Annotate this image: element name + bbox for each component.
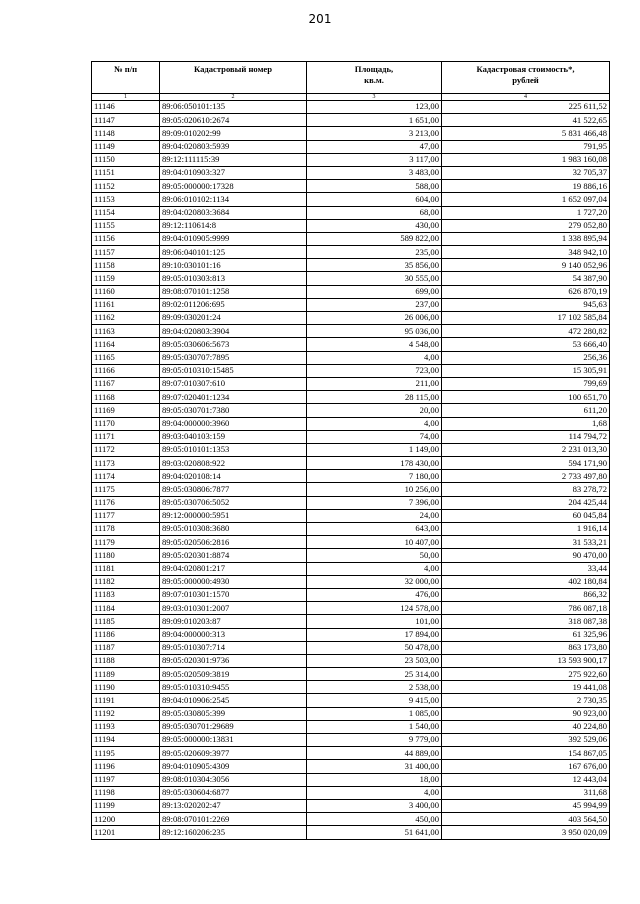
cell-cadastral-value: 866,32 <box>442 588 610 601</box>
table-row <box>92 720 610 733</box>
cell-row-number: 11160 <box>92 285 160 298</box>
table-row <box>92 483 610 496</box>
cell-cadastral-number: 89:08:010304:3056 <box>160 773 307 786</box>
table-row <box>92 272 610 285</box>
cell-cadastral-value: 1 983 160,08 <box>442 153 610 166</box>
table-row <box>92 285 610 298</box>
table-row <box>92 153 610 166</box>
cell-area: 4,00 <box>307 562 442 575</box>
cell-row-number: 11176 <box>92 496 160 509</box>
table-row <box>92 654 610 667</box>
cell-area: 235,00 <box>307 246 442 259</box>
cell-row-number: 11156 <box>92 232 160 245</box>
cell-area: 7 180,00 <box>307 470 442 483</box>
cell-cadastral-value: 1 652 097,04 <box>442 193 610 206</box>
cell-area: 4,00 <box>307 417 442 430</box>
cell-cadastral-number: 89:05:000000:4930 <box>160 575 307 588</box>
cell-area: 95 036,00 <box>307 325 442 338</box>
cell-row-number: 11171 <box>92 430 160 443</box>
cell-cadastral-value: 53 666,40 <box>442 338 610 351</box>
table-row <box>92 523 610 536</box>
cell-cadastral-value: 2 730,35 <box>442 694 610 707</box>
cell-cadastral-number: 89:04:000000:3960 <box>160 417 307 430</box>
cell-cadastral-number: 89:06:010102:1134 <box>160 193 307 206</box>
table-row <box>92 496 610 509</box>
cell-cadastral-number: 89:05:010307:714 <box>160 641 307 654</box>
cell-cadastral-value: 154 867,05 <box>442 747 610 760</box>
table-row <box>92 799 610 812</box>
table-row <box>92 615 610 628</box>
cell-cadastral-value: 12 443,04 <box>442 773 610 786</box>
cell-area: 3 117,00 <box>307 153 442 166</box>
cell-cadastral-value: 33,44 <box>442 562 610 575</box>
cell-row-number: 11154 <box>92 206 160 219</box>
cell-area: 723,00 <box>307 364 442 377</box>
header-cadastral-value: Кадастровая стоимость*, рублей <box>442 62 610 94</box>
cell-cadastral-number: 89:04:010905:9999 <box>160 232 307 245</box>
cell-cadastral-number: 89:05:030805:399 <box>160 707 307 720</box>
cell-cadastral-value: 60 045,84 <box>442 509 610 522</box>
cell-cadastral-value: 1,68 <box>442 417 610 430</box>
cell-cadastral-number: 89:04:000000:313 <box>160 628 307 641</box>
cell-row-number: 11191 <box>92 694 160 707</box>
cell-cadastral-number: 89:05:030701:7380 <box>160 404 307 417</box>
cell-cadastral-number: 89:10:030101:16 <box>160 259 307 272</box>
cell-cadastral-number: 89:12:110614:8 <box>160 219 307 232</box>
table-row <box>92 338 610 351</box>
cell-area: 4,00 <box>307 351 442 364</box>
table-row <box>92 786 610 799</box>
cell-cadastral-value: 1 338 895,94 <box>442 232 610 245</box>
cell-area: 74,00 <box>307 430 442 443</box>
cell-area: 3 213,00 <box>307 127 442 140</box>
cell-cadastral-number: 89:07:010307:610 <box>160 377 307 390</box>
cell-cadastral-number: 89:09:030201:24 <box>160 312 307 325</box>
cell-row-number: 11162 <box>92 312 160 325</box>
cell-cadastral-value: 15 305,91 <box>442 364 610 377</box>
cell-area: 24,00 <box>307 509 442 522</box>
cell-area: 3 400,00 <box>307 799 442 812</box>
cell-row-number: 11192 <box>92 707 160 720</box>
table-row <box>92 681 610 694</box>
table-header-row <box>92 62 610 94</box>
cell-cadastral-number: 89:13:020202:47 <box>160 799 307 812</box>
cell-area: 17 894,00 <box>307 628 442 641</box>
table-row <box>92 509 610 522</box>
cell-cadastral-value: 17 102 585,84 <box>442 312 610 325</box>
cell-row-number: 11181 <box>92 562 160 575</box>
cell-cadastral-number: 89:05:030706:5052 <box>160 496 307 509</box>
table-row <box>92 351 610 364</box>
cell-row-number: 11189 <box>92 668 160 681</box>
cell-area: 51 641,00 <box>307 826 442 839</box>
cell-row-number: 11158 <box>92 259 160 272</box>
cell-cadastral-value: 9 140 052,96 <box>442 259 610 272</box>
cell-row-number: 11157 <box>92 246 160 259</box>
table-row <box>92 391 610 404</box>
table-row <box>92 760 610 773</box>
cell-row-number: 11172 <box>92 443 160 456</box>
table-row <box>92 127 610 140</box>
cell-cadastral-number: 89:05:020609:3977 <box>160 747 307 760</box>
cell-cadastral-value: 945,63 <box>442 298 610 311</box>
cell-area: 32 000,00 <box>307 575 442 588</box>
cell-cadastral-number: 89:05:000000:13831 <box>160 734 307 747</box>
column-number: 3 <box>307 94 442 101</box>
cell-row-number: 11175 <box>92 483 160 496</box>
table-row <box>92 549 610 562</box>
cell-cadastral-number: 89:03:010301:2007 <box>160 602 307 615</box>
table-row <box>92 628 610 641</box>
cell-cadastral-number: 89:12:111115:39 <box>160 153 307 166</box>
table-row <box>92 813 610 826</box>
table-row <box>92 747 610 760</box>
cell-row-number: 11147 <box>92 114 160 127</box>
table-row <box>92 707 610 720</box>
cell-area: 18,00 <box>307 773 442 786</box>
cell-cadastral-number: 89:04:020801:217 <box>160 562 307 575</box>
cell-row-number: 11178 <box>92 523 160 536</box>
cell-cadastral-value: 41 522,65 <box>442 114 610 127</box>
cell-cadastral-value: 594 171,90 <box>442 457 610 470</box>
cell-cadastral-number: 89:05:010303:813 <box>160 272 307 285</box>
cell-area: 4,00 <box>307 786 442 799</box>
cell-cadastral-value: 61 325,96 <box>442 628 610 641</box>
table-row <box>92 101 610 114</box>
cadastral-value-table <box>91 61 610 840</box>
cell-cadastral-number: 89:12:000000:5951 <box>160 509 307 522</box>
cell-cadastral-number: 89:03:040103:159 <box>160 430 307 443</box>
cell-area: 123,00 <box>307 101 442 114</box>
cell-row-number: 11197 <box>92 773 160 786</box>
cell-area: 1 149,00 <box>307 443 442 456</box>
cell-row-number: 11164 <box>92 338 160 351</box>
cell-cadastral-value: 392 529,06 <box>442 734 610 747</box>
table-row <box>92 364 610 377</box>
cell-row-number: 11182 <box>92 575 160 588</box>
cell-row-number: 11200 <box>92 813 160 826</box>
cell-area: 68,00 <box>307 206 442 219</box>
cell-row-number: 11152 <box>92 180 160 193</box>
cell-cadastral-value: 863 173,80 <box>442 641 610 654</box>
cell-area: 10 256,00 <box>307 483 442 496</box>
table-row <box>92 575 610 588</box>
cell-area: 588,00 <box>307 180 442 193</box>
table-row <box>92 470 610 483</box>
cell-row-number: 11199 <box>92 799 160 812</box>
cell-cadastral-value: 791,95 <box>442 140 610 153</box>
table-row <box>92 206 610 219</box>
cell-row-number: 11193 <box>92 720 160 733</box>
cell-cadastral-value: 167 676,00 <box>442 760 610 773</box>
cell-area: 124 578,00 <box>307 602 442 615</box>
table-body <box>92 101 610 840</box>
cell-cadastral-number: 89:05:020506:2816 <box>160 536 307 549</box>
cell-cadastral-value: 1 916,14 <box>442 523 610 536</box>
cell-row-number: 11150 <box>92 153 160 166</box>
cell-cadastral-value: 90 470,00 <box>442 549 610 562</box>
cell-area: 44 889,00 <box>307 747 442 760</box>
cell-row-number: 11148 <box>92 127 160 140</box>
table-row <box>92 377 610 390</box>
table-row <box>92 246 610 259</box>
cell-row-number: 11161 <box>92 298 160 311</box>
table-row <box>92 734 610 747</box>
column-numbers-row <box>92 94 610 101</box>
cell-cadastral-number: 89:08:070101:2269 <box>160 813 307 826</box>
cell-row-number: 11149 <box>92 140 160 153</box>
cell-cadastral-value: 83 278,72 <box>442 483 610 496</box>
cell-cadastral-value: 225 611,52 <box>442 101 610 114</box>
cell-row-number: 11170 <box>92 417 160 430</box>
cell-cadastral-value: 1 727,20 <box>442 206 610 219</box>
cell-cadastral-number: 89:05:010308:3680 <box>160 523 307 536</box>
header-cadastral-number: Кадастровый номер <box>160 62 307 94</box>
cell-cadastral-value: 256,36 <box>442 351 610 364</box>
cell-cadastral-number: 89:05:020610:2674 <box>160 114 307 127</box>
cell-area: 7 396,00 <box>307 496 442 509</box>
table-row <box>92 457 610 470</box>
cell-cadastral-value: 45 994,99 <box>442 799 610 812</box>
cell-row-number: 11201 <box>92 826 160 839</box>
cell-cadastral-number: 89:05:020509:3819 <box>160 668 307 681</box>
table-row <box>92 602 610 615</box>
cell-area: 25 314,00 <box>307 668 442 681</box>
cell-cadastral-value: 311,68 <box>442 786 610 799</box>
cell-row-number: 11174 <box>92 470 160 483</box>
cell-cadastral-number: 89:04:010906:2545 <box>160 694 307 707</box>
cell-cadastral-value: 19 441,08 <box>442 681 610 694</box>
cell-cadastral-value: 403 564,50 <box>442 813 610 826</box>
cell-cadastral-number: 89:04:020803:5939 <box>160 140 307 153</box>
cell-cadastral-value: 2 231 013,30 <box>442 443 610 456</box>
cell-area: 30 555,00 <box>307 272 442 285</box>
table-row <box>92 562 610 575</box>
cell-area: 178 430,00 <box>307 457 442 470</box>
cell-area: 35 856,00 <box>307 259 442 272</box>
cell-area: 4 548,00 <box>307 338 442 351</box>
cell-cadastral-number: 89:12:160206:235 <box>160 826 307 839</box>
table-row <box>92 443 610 456</box>
cell-cadastral-number: 89:06:050101:135 <box>160 101 307 114</box>
cell-cadastral-number: 89:09:010203:87 <box>160 615 307 628</box>
cell-cadastral-number: 89:05:020301:9736 <box>160 654 307 667</box>
cell-cadastral-value: 318 087,38 <box>442 615 610 628</box>
cell-cadastral-number: 89:04:010905:4309 <box>160 760 307 773</box>
cell-row-number: 11186 <box>92 628 160 641</box>
cell-cadastral-value: 19 886,16 <box>442 180 610 193</box>
cell-cadastral-value: 204 425,44 <box>442 496 610 509</box>
cell-row-number: 11187 <box>92 641 160 654</box>
column-number: 2 <box>160 94 307 101</box>
cell-area: 23 503,00 <box>307 654 442 667</box>
table-row <box>92 259 610 272</box>
page-number: 201 <box>308 12 332 26</box>
cell-cadastral-number: 89:05:030606:5673 <box>160 338 307 351</box>
cell-row-number: 11179 <box>92 536 160 549</box>
cell-cadastral-number: 89:05:030701:29689 <box>160 720 307 733</box>
cell-area: 2 538,00 <box>307 681 442 694</box>
table-row <box>92 536 610 549</box>
cell-cadastral-value: 786 087,18 <box>442 602 610 615</box>
cell-row-number: 11177 <box>92 509 160 522</box>
table-row <box>92 114 610 127</box>
table-row <box>92 180 610 193</box>
cell-row-number: 11165 <box>92 351 160 364</box>
cell-area: 10 407,00 <box>307 536 442 549</box>
cell-cadastral-value: 611,20 <box>442 404 610 417</box>
column-number: 4 <box>442 94 610 101</box>
cell-row-number: 11184 <box>92 602 160 615</box>
cell-area: 3 483,00 <box>307 166 442 179</box>
cell-row-number: 11183 <box>92 588 160 601</box>
cell-cadastral-value: 2 733 497,80 <box>442 470 610 483</box>
cell-cadastral-value: 31 533,21 <box>442 536 610 549</box>
cell-cadastral-number: 89:04:020803:3904 <box>160 325 307 338</box>
cell-area: 9 779,00 <box>307 734 442 747</box>
cell-cadastral-value: 348 942,10 <box>442 246 610 259</box>
cell-cadastral-value: 3 950 020,09 <box>442 826 610 839</box>
table-row <box>92 430 610 443</box>
cell-cadastral-number: 89:05:010101:1353 <box>160 443 307 456</box>
cell-cadastral-value: 90 923,00 <box>442 707 610 720</box>
table-row <box>92 417 610 430</box>
cell-cadastral-value: 40 224,80 <box>442 720 610 733</box>
cell-area: 101,00 <box>307 615 442 628</box>
cell-area: 430,00 <box>307 219 442 232</box>
table-row <box>92 641 610 654</box>
cell-row-number: 11155 <box>92 219 160 232</box>
cell-area: 237,00 <box>307 298 442 311</box>
cell-area: 20,00 <box>307 404 442 417</box>
cell-cadastral-value: 54 387,90 <box>442 272 610 285</box>
table-row <box>92 668 610 681</box>
cell-area: 47,00 <box>307 140 442 153</box>
cell-cadastral-value: 279 052,80 <box>442 219 610 232</box>
cell-row-number: 11168 <box>92 391 160 404</box>
cell-row-number: 11166 <box>92 364 160 377</box>
cell-cadastral-value: 626 870,19 <box>442 285 610 298</box>
header-area: Площадь, кв.м. <box>307 62 442 94</box>
cell-cadastral-value: 32 705,37 <box>442 166 610 179</box>
cell-cadastral-value: 402 180,84 <box>442 575 610 588</box>
cell-area: 589 822,00 <box>307 232 442 245</box>
table-row <box>92 298 610 311</box>
cell-row-number: 11196 <box>92 760 160 773</box>
cell-area: 50,00 <box>307 549 442 562</box>
table-row <box>92 404 610 417</box>
header-row-number: № п/п <box>92 62 160 94</box>
cell-row-number: 11194 <box>92 734 160 747</box>
cell-cadastral-number: 89:05:030806:7877 <box>160 483 307 496</box>
cell-row-number: 11188 <box>92 654 160 667</box>
cell-cadastral-number: 89:02:011206:695 <box>160 298 307 311</box>
cell-area: 9 415,00 <box>307 694 442 707</box>
table-row <box>92 325 610 338</box>
cell-cadastral-value: 13 593 900,17 <box>442 654 610 667</box>
cell-area: 699,00 <box>307 285 442 298</box>
table-row <box>92 312 610 325</box>
table-row <box>92 826 610 839</box>
cell-cadastral-value: 100 651,70 <box>442 391 610 404</box>
cell-cadastral-number: 89:09:010202:99 <box>160 127 307 140</box>
cell-area: 211,00 <box>307 377 442 390</box>
cell-cadastral-number: 89:05:020301:8874 <box>160 549 307 562</box>
cell-row-number: 11169 <box>92 404 160 417</box>
table-row <box>92 140 610 153</box>
cell-cadastral-number: 89:05:010310:9455 <box>160 681 307 694</box>
cell-cadastral-value: 799,69 <box>442 377 610 390</box>
cell-area: 643,00 <box>307 523 442 536</box>
cell-row-number: 11151 <box>92 166 160 179</box>
table-row <box>92 694 610 707</box>
cell-cadastral-value: 5 831 466,48 <box>442 127 610 140</box>
cell-area: 604,00 <box>307 193 442 206</box>
cell-area: 31 400,00 <box>307 760 442 773</box>
cell-area: 50 478,00 <box>307 641 442 654</box>
cell-cadastral-number: 89:04:020108:14 <box>160 470 307 483</box>
cell-area: 476,00 <box>307 588 442 601</box>
cell-cadastral-value: 275 922,60 <box>442 668 610 681</box>
cell-cadastral-number: 89:04:020803:3684 <box>160 206 307 219</box>
cell-area: 450,00 <box>307 813 442 826</box>
cell-cadastral-number: 89:05:010310:15485 <box>160 364 307 377</box>
cell-cadastral-number: 89:07:020401:1234 <box>160 391 307 404</box>
cell-cadastral-value: 114 794,72 <box>442 430 610 443</box>
table-row <box>92 166 610 179</box>
cell-cadastral-number: 89:05:030604:6877 <box>160 786 307 799</box>
cell-area: 26 006,00 <box>307 312 442 325</box>
table-row <box>92 773 610 786</box>
cell-cadastral-value: 472 280,82 <box>442 325 610 338</box>
cell-area: 1 085,00 <box>307 707 442 720</box>
column-number: 1 <box>92 94 160 101</box>
table-row <box>92 193 610 206</box>
cell-cadastral-number: 89:04:010903:327 <box>160 166 307 179</box>
cell-row-number: 11146 <box>92 101 160 114</box>
cell-cadastral-number: 89:05:000000:17328 <box>160 180 307 193</box>
cell-row-number: 11190 <box>92 681 160 694</box>
cell-cadastral-number: 89:08:070101:1258 <box>160 285 307 298</box>
cell-row-number: 11180 <box>92 549 160 562</box>
cell-cadastral-number: 89:03:020808:922 <box>160 457 307 470</box>
cell-area: 1 540,00 <box>307 720 442 733</box>
cell-row-number: 11173 <box>92 457 160 470</box>
cell-area: 1 651,00 <box>307 114 442 127</box>
cell-cadastral-number: 89:07:010301:1570 <box>160 588 307 601</box>
cell-row-number: 11195 <box>92 747 160 760</box>
cell-cadastral-number: 89:06:040101:125 <box>160 246 307 259</box>
table-row <box>92 588 610 601</box>
table-row <box>92 232 610 245</box>
cell-row-number: 11163 <box>92 325 160 338</box>
cell-row-number: 11198 <box>92 786 160 799</box>
table-row <box>92 219 610 232</box>
cell-row-number: 11185 <box>92 615 160 628</box>
cell-row-number: 11159 <box>92 272 160 285</box>
cell-cadastral-number: 89:05:030707:7895 <box>160 351 307 364</box>
cell-area: 28 115,00 <box>307 391 442 404</box>
cell-row-number: 11153 <box>92 193 160 206</box>
cell-row-number: 11167 <box>92 377 160 390</box>
